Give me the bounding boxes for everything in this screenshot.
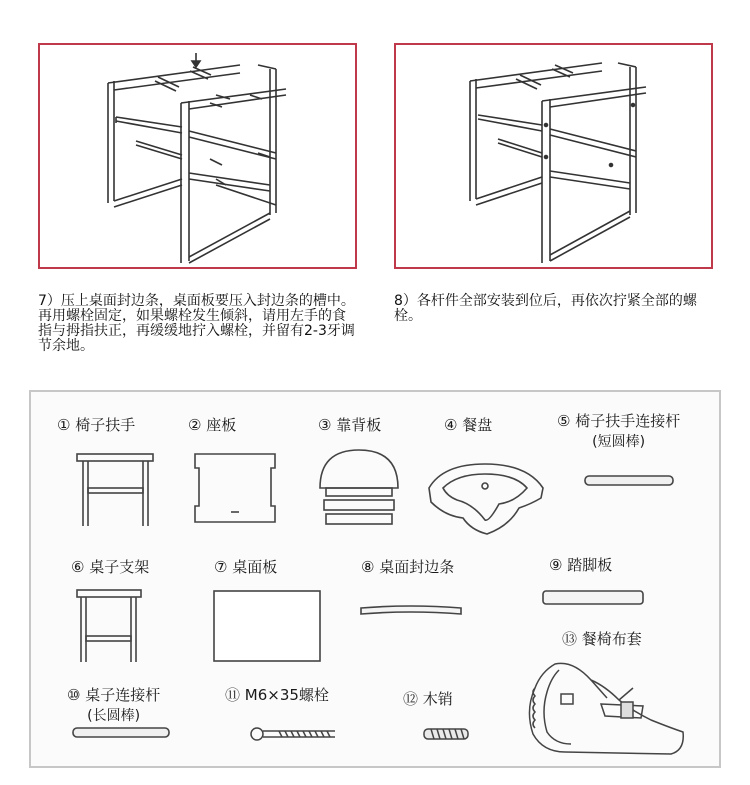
part-label-short-rod-title: ⑤ 椅子扶手连接杆 xyxy=(557,412,681,430)
part-label-chair-armrest: ① 椅子扶手 xyxy=(57,416,136,434)
backrest-icon xyxy=(314,444,404,534)
short-rod-icon xyxy=(583,474,675,488)
footboard-icon xyxy=(541,588,645,608)
part-label-edge-strip: ⑧ 桌面封边条 xyxy=(361,558,455,576)
part-label-table-frame: ⑥ 桌子支架 xyxy=(71,558,150,576)
step7-illustration-frame xyxy=(38,43,357,269)
part-label-tray: ④ 餐盘 xyxy=(444,416,493,434)
edge-strip-icon xyxy=(359,604,463,618)
part-label-wood-dowel: ⑫ 木销 xyxy=(403,690,453,708)
part-label-fabric-cover: ⑬ 餐椅布套 xyxy=(562,630,642,648)
wood-dowel-icon xyxy=(421,726,471,742)
step7-instruction: 7）压上桌面封边条，桌面板要压入封边条的槽中。再用螺栓固定，如果螺栓发生倾斜，请用左手的食指与拇指扶正，再缓缓地拧入螺栓，并留有2-3牙调节余地。 xyxy=(38,293,355,354)
chair-assembly-step8-icon xyxy=(396,45,711,267)
table-frame-icon xyxy=(73,586,145,666)
parts-list-panel xyxy=(29,390,721,768)
tray-icon xyxy=(423,458,548,540)
part-label-bolt: ⑪ M6×35螺栓 xyxy=(225,686,329,704)
part-label-backrest: ③ 靠背板 xyxy=(318,416,382,434)
chair-armrest-icon xyxy=(73,450,158,530)
bolt-icon xyxy=(249,726,339,742)
part-label-short-rod xyxy=(557,410,680,451)
table-top-icon xyxy=(211,588,323,664)
part-label-seat-board: ② 座板 xyxy=(188,416,237,434)
part-label-footboard: ⑨ 踏脚板 xyxy=(549,556,613,574)
long-rod-icon xyxy=(71,726,171,740)
part-label-short-rod-sub: (短圆棒) xyxy=(592,434,646,450)
part-label-table-top: ⑦ 桌面板 xyxy=(214,558,278,576)
part-label-long-rod xyxy=(67,684,160,725)
part-label-long-rod-sub: (长圆棒) xyxy=(87,708,141,724)
step8-instruction: 8）各杆件全部安装到位后，再依次拧紧全部的螺栓。 xyxy=(394,293,697,324)
step8-illustration-frame xyxy=(394,43,713,269)
fabric-cover-icon xyxy=(521,658,691,758)
chair-assembly-step7-icon xyxy=(40,45,355,267)
part-label-long-rod-title: ⑩ 桌子连接杆 xyxy=(67,686,161,704)
seat-board-icon xyxy=(191,448,279,528)
